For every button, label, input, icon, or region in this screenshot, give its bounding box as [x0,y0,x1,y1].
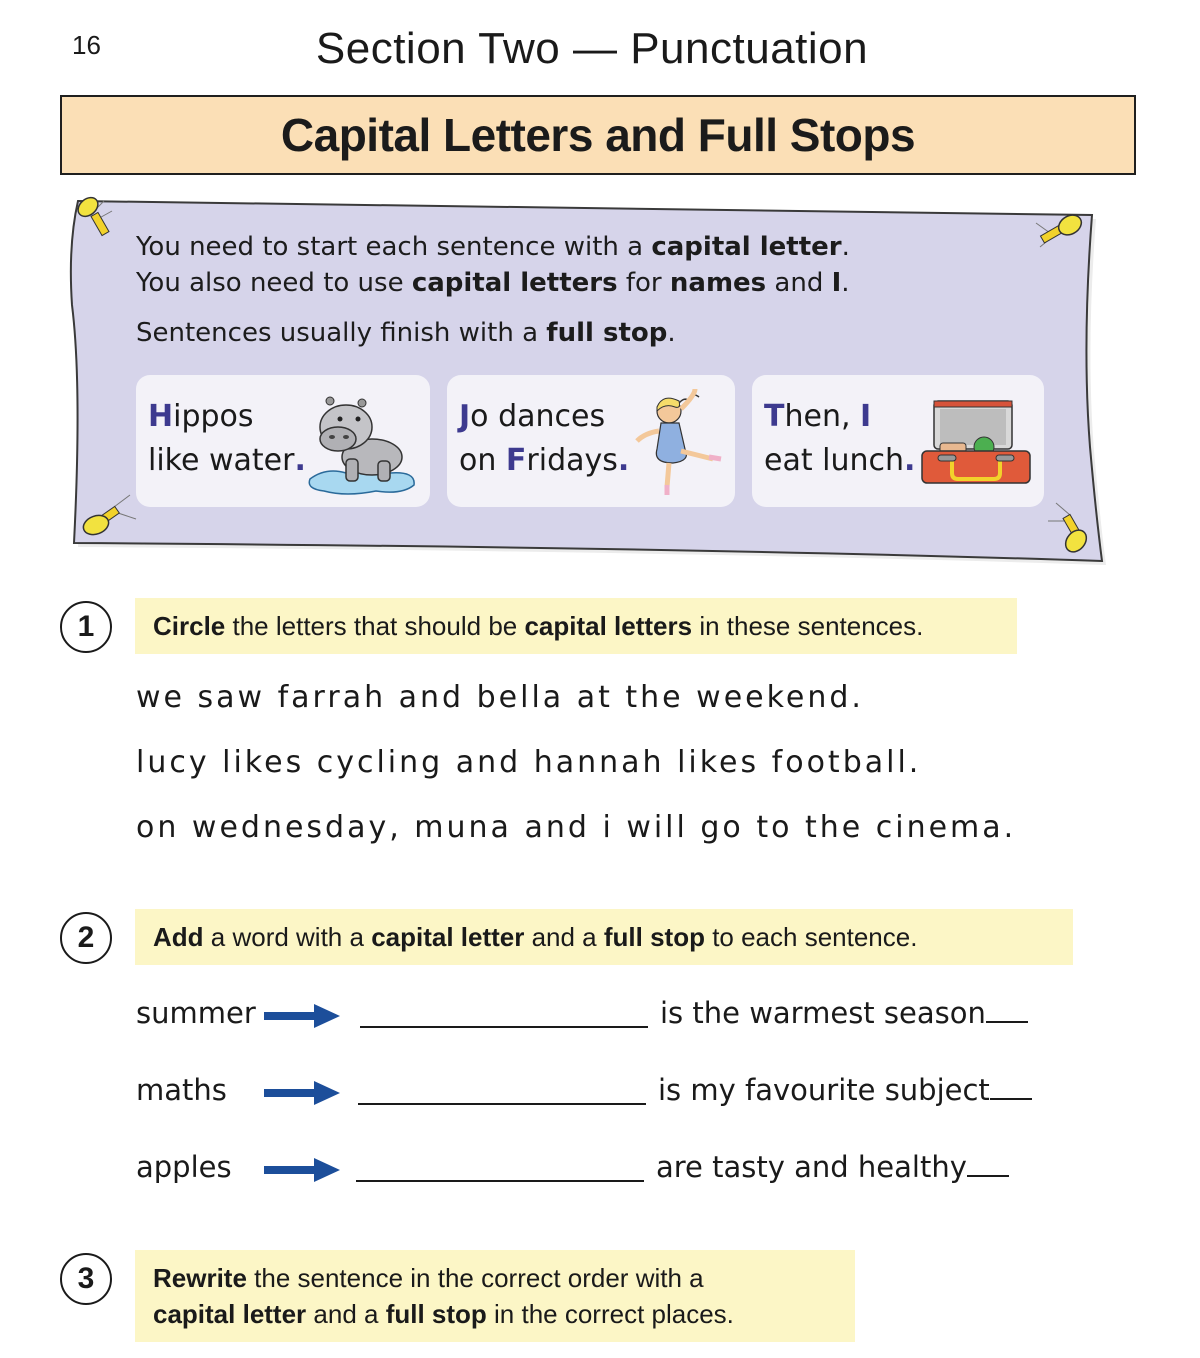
fill-row-summer: summer is the warmest season [136,996,1056,1036]
fill-row-apples: apples are tasty and healthy [136,1150,1056,1190]
rule-line-2: You also need to use capital letters for names and I. [136,268,850,298]
sentence-1[interactable]: we saw farrah and bella at the weekend. [136,680,864,715]
arrow-right-icon [264,1081,340,1105]
hippo-icon [306,387,424,499]
question-1-instruction: Circle the letters that should be capital letters in these sentences. [135,598,1017,654]
question-number-2: 2 [60,912,112,964]
question-2-instruction: Add a word with a capital letter and a full stop to each sentence. [135,909,1073,965]
example-card-jo-dances: Jo dances on Fridays. [447,375,735,507]
answer-blank[interactable] [360,1026,648,1028]
arrow-right-icon [264,1004,340,1028]
question-number-3: 3 [60,1253,112,1305]
source-word: apples [136,1150,232,1184]
title-banner [60,95,1136,175]
question-3-instruction: Rewrite the sentence in the correct order with a capital letter and a full stop in the correct places. [135,1250,855,1342]
section-title: Section Two — Punctuation [315,24,869,73]
answer-blank[interactable] [356,1180,644,1182]
lunchbox-icon [918,397,1034,487]
pinned-notice [60,185,1110,570]
source-word: summer [136,996,256,1030]
fill-row-maths: maths is my favourite subject [136,1073,1056,1113]
page-number: 16 [72,30,101,60]
example-card-then-i: Then, I eat lunch. [752,375,1044,507]
question-number-1: 1 [60,601,112,653]
example-card-hippos: Hippos like water. [136,375,430,507]
sentence-2[interactable]: lucy likes cycling and hannah likes football. [136,745,922,780]
full-stop-blank[interactable] [967,1174,1009,1177]
source-word: maths [136,1073,227,1107]
notice-text [136,229,850,351]
page-title: Capital Letters and Full Stops [280,109,916,161]
answer-blank[interactable] [358,1103,646,1105]
sentence-3[interactable]: on wednesday, muna and i will go to the cinema. [136,810,1017,845]
rule-line-1: You need to start each sentence with a capital letter. [136,232,850,262]
arrow-right-icon [264,1158,340,1182]
full-stop-blank[interactable] [986,1020,1028,1023]
full-stop-blank[interactable] [990,1097,1032,1100]
rule-line-3: Sentences usually finish with a full stop. [136,318,676,348]
ballerina-icon [629,387,729,499]
